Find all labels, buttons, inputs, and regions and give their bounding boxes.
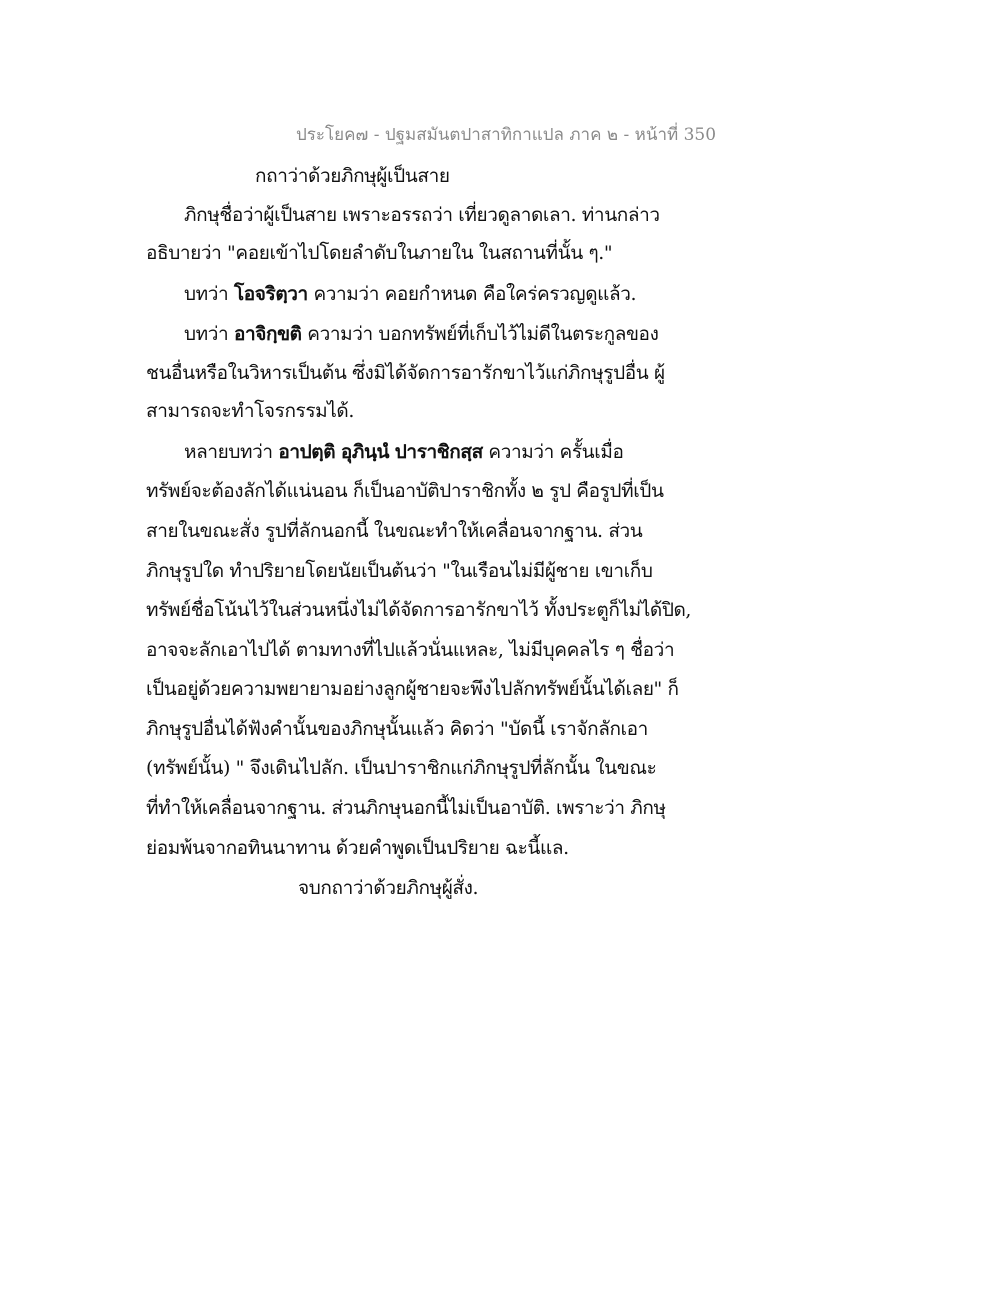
paragraph-3-term: อาจิกฺขติ [233,323,302,345]
paragraph-4-line-8: ภิกษุรูปอื่นได้ฟังคำนั้นของภิกษุนั้นแล้ว คิดว่า "บัดนี้ เราจักลักเอา [146,718,648,740]
paragraph-4-line-2: ทรัพย์จะต้องลักได้แน่นอน ก็เป็นอาบัติปาราชิกทั้ง ๒ รูป คือรูปที่เป็น [146,480,664,502]
paragraph-3-text: ความว่า บอกทรัพย์ที่เก็บไว้ไม่ดีในตระกูลของ [301,323,659,345]
paragraph-4-line-7: เป็นอยู่ด้วยความพยายามอย่างลูกผู้ชายจะพึงไปลักทรัพย์นั้นได้เลย" ก็ [146,678,679,700]
paragraph-4-term-3: ปาราชิกสฺส [394,441,483,463]
paragraph-3-prefix: บทว่า [184,323,234,345]
end-title: จบกถาว่าด้วยภิกษุผู้สั่ง. [298,877,479,899]
paragraph-2-term: โอจริตฺวา [233,283,308,305]
page-header: ประโยค๗ - ปฐมสมันตปาสาทิกาแปล ภาค ๒ - หน้าที่ 350 [296,125,717,145]
paragraph-4-line-9: (ทรัพย์นั้น) " จึงเดินไปลัก. เป็นปาราชิกแก่ภิกษุรูปที่ลักนั้น ในขณะ [146,757,657,779]
paragraph-4-line-5: ทรัพย์ชื่อโน้นไว้ในส่วนหนึ่งไม่ได้จัดการอารักขาไว้ ทั้งประตูก็ไม่ได้ปิด, [146,599,692,621]
paragraph-1-line-2: อธิบายว่า "คอยเข้าไปโดยลำดับในภายใน ในสถานที่นั้น ๆ." [146,242,613,264]
paragraph-4-line-1 [184,437,624,467]
paragraph-4-term-2: อุภินฺนํ [340,441,390,463]
paragraph-2-prefix: บทว่า [184,283,234,305]
paragraph-3-line-1 [184,319,658,349]
paragraph-4-line-10: ที่ทำให้เคลื่อนจากฐาน. ส่วนภิกษุนอกนี้ไม่เป็นอาบัติ. เพราะว่า ภิกษุ [146,797,666,819]
paragraph-4-term-1: อาปตฺติ [278,441,336,463]
section-title: กถาว่าด้วยภิกษุผู้เป็นสาย [255,165,450,187]
paragraph-4-line-6: อาจจะลักเอาไปได้ ตามทางที่ไปแล้วนั่นแหละ, ไม่มีบุคคลไร ๆ ชื่อว่า [146,639,675,661]
paragraph-2-line-1 [184,279,636,309]
paragraph-3-line-2: ชนอื่นหรือในวิหารเป็นต้น ซึ่งมิได้จัดการอารักขาไว้แก่ภิกษุรูปอื่น ผู้ [146,362,665,384]
paragraph-4-prefix: หลายบทว่า [184,441,279,463]
paragraph-3-line-3: สามารถจะทำโจรกรรมได้. [146,400,355,422]
paragraph-2-text: ความว่า คอยกำหนด คือใคร่ครวญดูแล้ว. [307,283,637,305]
paragraph-4-text: ความว่า ครั้นเมื่อ [482,441,624,463]
paragraph-1-line-1: ภิกษุชื่อว่าผู้เป็นสาย เพราะอรรถว่า เที่ยวดูลาดเลา. ท่านกล่าว [184,204,660,226]
paragraph-4-line-3: สายในขณะสั่ง รูปที่ลักนอกนี้ ในขณะทำให้เคลื่อนจากฐาน. ส่วน [146,520,643,542]
paragraph-4-line-11: ย่อมพ้นจากอทินนาทาน ด้วยคำพูดเป็นปริยาย ฉะนี้แล. [146,837,569,859]
paragraph-4-line-4: ภิกษุรูปใด ทำปริยายโดยนัยเป็นต้นว่า "ในเรือนไม่มีผู้ชาย เขาเก็บ [146,560,653,582]
